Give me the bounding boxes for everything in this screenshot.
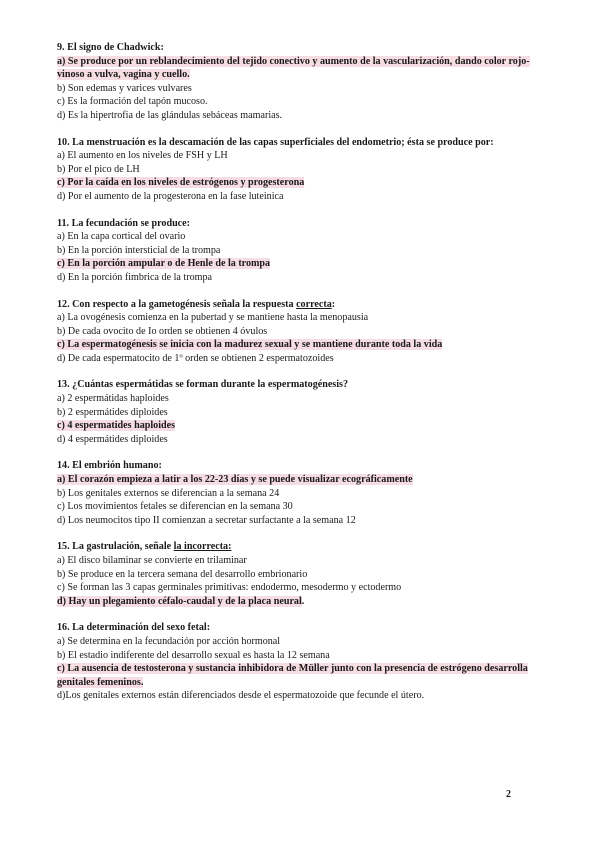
option-b: b) 2 espermátides diploides <box>57 406 168 418</box>
question-title: 16. La determinación del sexo fetal: <box>57 622 211 634</box>
option-b: b) En la porción intersticial de la trompa <box>57 244 221 256</box>
option-d: d) 4 espermátides diploides <box>57 433 168 445</box>
question-13 <box>57 378 547 446</box>
option-c <box>57 419 547 433</box>
option-suffix: . <box>301 595 305 607</box>
question-11 <box>57 217 547 285</box>
question-title <box>57 298 547 312</box>
option-c: c) Se forman las 3 capas germinales primitivas: endodermo, mesodermo y ectodermo <box>57 582 402 594</box>
option-a: a) El aumento en los niveles de FSH y LH <box>57 150 228 162</box>
correct-answer-highlight: a) Se produce por un reblandecimiento del tejido conectivo y aumento de la vascularización, dando color rojo-vinoso a vulva, vagina y cuello. <box>57 55 530 81</box>
option-a: a) Se determina en la fecundación por acción hormonal <box>57 635 281 647</box>
option-d: d)Los genitales externos están diferenciados desde el espermatozoide que fecunde el útero. <box>57 690 425 702</box>
question-title: 10. La menstruación es la descamación de las capas superficiales del endometrio; ésta se produce por: <box>57 136 494 148</box>
question-10 <box>57 136 547 204</box>
option-b: b) Por el pico de LH <box>57 163 140 175</box>
title-text: 12. Con respecto a la gametogénesis señala la respuesta <box>57 298 297 310</box>
correct-answer-highlight: c) 4 espermatides haploides <box>57 420 176 432</box>
title-emphasis: la incorrecta: <box>173 541 232 553</box>
option-c: c) Es la formación del tapón mucoso. <box>57 96 208 108</box>
option-c <box>57 257 547 271</box>
question-title: 14. El embrión humano: <box>57 460 162 472</box>
correct-answer-highlight: c) Por la caída en los niveles de estrógenos y progesterona <box>57 177 305 189</box>
question-9 <box>57 41 547 123</box>
option-a: a) En la capa cortical del ovario <box>57 231 186 243</box>
option-d: d) De cada espermatocito de 1º orden se obtienen 2 espermatozoides <box>57 352 334 364</box>
correct-answer-highlight: a) El corazón empieza a latir a los 22-23 días y se puede visualizar ecográficamente <box>57 474 413 486</box>
question-15 <box>57 540 547 608</box>
option-a: a) El disco bilaminar se convierte en trilaminar <box>57 555 247 566</box>
option-a: a) La ovogénesis comienza en la pubertad y se mantiene hasta la menopausia <box>57 312 369 324</box>
option-d: d) Es la hipertrofia de las glándulas sebáceas mamarias. <box>57 109 283 121</box>
question-16 <box>57 621 547 703</box>
question-12 <box>57 298 547 366</box>
option-b: b) El estadio indiferente del desarrollo sexual es hasta la 12 semana <box>57 649 330 661</box>
option-d: d) Los neumocitos tipo II comienzan a secretar surfactante a la semana 12 <box>57 514 356 526</box>
question-title: 13. ¿Cuántas espermátidas se forman durante la espermatogénesis? <box>57 379 349 391</box>
option-c <box>57 176 547 190</box>
option-d: d) En la porción fimbrica de la trompa <box>57 271 212 283</box>
option-b: b) De cada ovocito de Io orden se obtienen 4 óvulos <box>57 325 268 337</box>
option-a: a) 2 espermátidas haploides <box>57 393 169 405</box>
title-emphasis: correcta <box>296 298 332 310</box>
option-c <box>57 662 547 689</box>
correct-answer-highlight: c) En la porción ampular o de Henle de la trompa <box>57 258 271 270</box>
title-text: 15. La gastrulación, señale <box>57 541 174 553</box>
option-d <box>57 595 547 609</box>
option-d: d) Por el aumento de la progesterona en la fase luteinica <box>57 190 284 202</box>
option-c <box>57 338 547 352</box>
title-suffix: : <box>331 298 336 310</box>
page-number: 2 <box>506 789 511 800</box>
option-b: b) Los genitales externos se diferencian a la semana 24 <box>57 487 280 499</box>
correct-answer-highlight: c) La ausencia de testosterona y sustancia inhibidora de Müller junto con la presencia de estrógeno desarrolla genitales femeninos. <box>57 663 528 688</box>
option-b: b) Son edemas y varices vulvares <box>57 82 192 94</box>
option-b: b) Se produce en la tercera semana del desarrollo embrionario <box>57 568 308 580</box>
correct-answer-highlight: d) Hay un plegamiento céfalo-caudal y de la placa neural <box>57 595 302 607</box>
option-a <box>57 473 547 487</box>
question-title: 11. La fecundación se produce: <box>57 217 191 229</box>
option-c: c) Los movimientos fetales se diferencian en la semana 30 <box>57 501 293 513</box>
question-14 <box>57 459 547 527</box>
question-title <box>57 540 547 554</box>
option-a <box>57 55 547 82</box>
correct-answer-highlight: c) La espermatogénesis se inicia con la madurez sexual y se mantiene durante toda la vida <box>57 339 443 351</box>
question-title: 9. El signo de Chadwick: <box>57 42 164 53</box>
question-list <box>57 41 547 703</box>
